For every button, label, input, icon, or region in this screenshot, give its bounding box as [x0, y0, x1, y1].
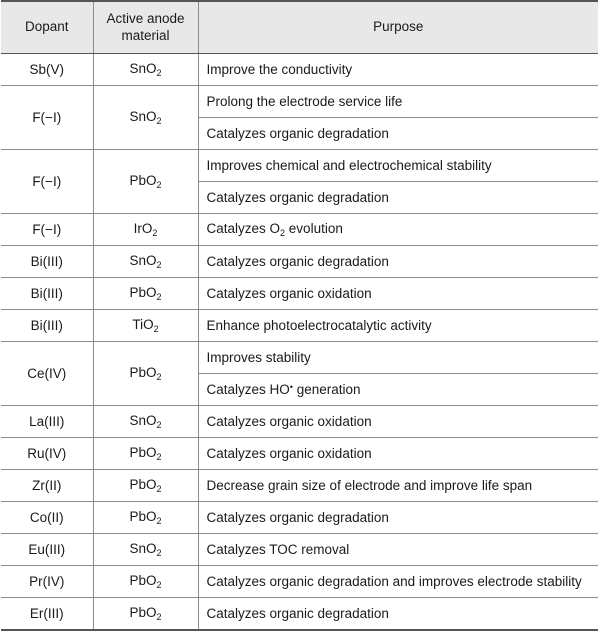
- dopant-cell: Er(III): [1, 598, 93, 631]
- purpose-cell: Improves stability: [198, 342, 598, 374]
- material-formula: SnO: [129, 109, 157, 124]
- header-active-anode-material: [93, 1, 198, 54]
- header-material-line2: material: [121, 27, 170, 43]
- table-row: [1, 438, 598, 470]
- dopant-cell: La(III): [1, 406, 93, 438]
- material-formula: IrO: [133, 221, 153, 236]
- purpose-cell: Catalyzes organic degradation: [198, 246, 598, 278]
- material-formula: PbO: [129, 477, 157, 492]
- material-subscript: 2: [156, 548, 162, 558]
- material-formula: PbO: [129, 445, 157, 460]
- table-row: [1, 534, 598, 566]
- dopant-cell: Ru(IV): [1, 438, 93, 470]
- dopant-cell: Bi(III): [1, 278, 93, 310]
- purpose-cell: Catalyzes TOC removal: [198, 534, 598, 566]
- material-formula: TiO: [132, 317, 154, 332]
- purpose-cell: Catalyzes organic degradation: [198, 502, 598, 534]
- material-cell: [93, 86, 198, 150]
- purpose-text: Catalyzes HO: [206, 382, 290, 397]
- purpose-cell: [198, 214, 598, 246]
- material-formula: PbO: [129, 285, 157, 300]
- material-subscript: 2: [156, 180, 162, 190]
- header-material-line1: Active anode: [106, 10, 185, 26]
- material-formula: PbO: [129, 173, 157, 188]
- table-row: [1, 406, 598, 438]
- material-subscript: 2: [156, 420, 162, 430]
- material-cell: [93, 342, 198, 406]
- material-cell: [93, 534, 198, 566]
- material-cell: [93, 502, 198, 534]
- material-cell: [93, 54, 198, 86]
- material-formula: PbO: [129, 509, 157, 524]
- purpose-cell: [198, 374, 598, 406]
- purpose-text: Catalyzes O: [206, 221, 281, 236]
- purpose-superscript: •: [289, 382, 293, 392]
- material-cell: [93, 438, 198, 470]
- dopant-cell: F(−I): [1, 214, 93, 246]
- material-formula: SnO: [129, 61, 157, 76]
- material-subscript: 2: [156, 452, 162, 462]
- purpose-cell: Enhance photoelectrocatalytic activity: [198, 310, 598, 342]
- material-subscript: 2: [153, 324, 159, 334]
- dopant-cell: Co(II): [1, 502, 93, 534]
- dopant-cell: Eu(III): [1, 534, 93, 566]
- table-row: [1, 342, 598, 374]
- material-cell: [93, 214, 198, 246]
- material-subscript: 2: [156, 516, 162, 526]
- material-formula: SnO: [129, 413, 157, 428]
- purpose-cell: Catalyzes organic oxidation: [198, 438, 598, 470]
- table-row: [1, 150, 598, 182]
- header-row: [1, 1, 598, 54]
- material-subscript: 2: [156, 484, 162, 494]
- dopant-cell: F(−I): [1, 86, 93, 150]
- purpose-text-suffix: generation: [292, 382, 361, 397]
- purpose-cell: Decrease grain size of electrode and improve life span: [198, 470, 598, 502]
- material-formula: PbO: [129, 573, 157, 588]
- table-row: [1, 278, 598, 310]
- header-dopant: Dopant: [1, 1, 93, 54]
- purpose-cell: Catalyzes organic degradation and improves electrode stability: [198, 566, 598, 598]
- table-body: [1, 54, 598, 631]
- material-subscript: 2: [156, 260, 162, 270]
- material-subscript: 2: [156, 292, 162, 302]
- purpose-cell: Catalyzes organic oxidation: [198, 406, 598, 438]
- header-purpose: Purpose: [198, 1, 598, 54]
- material-subscript: 2: [156, 580, 162, 590]
- material-cell: [93, 470, 198, 502]
- material-subscript: 2: [156, 68, 162, 78]
- material-cell: [93, 246, 198, 278]
- material-subscript: 2: [156, 116, 162, 126]
- dopant-cell: Ce(IV): [1, 342, 93, 406]
- dopant-table: [1, 0, 598, 631]
- purpose-cell: Improves chemical and electrochemical stability: [198, 150, 598, 182]
- dopant-cell: Sb(V): [1, 54, 93, 86]
- table-header: [1, 1, 598, 54]
- purpose-cell: Improve the conductivity: [198, 54, 598, 86]
- dopant-cell: F(−I): [1, 150, 93, 214]
- material-cell: [93, 598, 198, 631]
- material-subscript: 2: [156, 612, 162, 622]
- purpose-subscript: 2: [280, 228, 286, 238]
- purpose-text-suffix: evolution: [285, 221, 343, 236]
- purpose-cell: Prolong the electrode service life: [198, 86, 598, 118]
- material-cell: [93, 150, 198, 214]
- table-row: [1, 54, 598, 86]
- dopant-cell: Pr(IV): [1, 566, 93, 598]
- material-cell: [93, 406, 198, 438]
- table-row: [1, 86, 598, 118]
- material-cell: [93, 278, 198, 310]
- material-formula: SnO: [129, 541, 157, 556]
- material-formula: SnO: [129, 253, 157, 268]
- table-row: [1, 470, 598, 502]
- purpose-cell: Catalyzes organic degradation: [198, 118, 598, 150]
- dopant-cell: Bi(III): [1, 310, 93, 342]
- table-row: [1, 214, 598, 246]
- table-row: [1, 566, 598, 598]
- material-cell: [93, 566, 198, 598]
- material-formula: PbO: [129, 605, 157, 620]
- purpose-cell: Catalyzes organic degradation: [198, 182, 598, 214]
- table-row: [1, 598, 598, 631]
- purpose-cell: Catalyzes organic degradation: [198, 598, 598, 631]
- table-row: [1, 246, 598, 278]
- dopant-cell: Bi(III): [1, 246, 93, 278]
- dopant-cell: Zr(II): [1, 470, 93, 502]
- material-formula: PbO: [129, 365, 157, 380]
- purpose-cell: Catalyzes organic oxidation: [198, 278, 598, 310]
- material-cell: [93, 310, 198, 342]
- table-row: [1, 502, 598, 534]
- material-subscript: 2: [156, 372, 162, 382]
- material-subscript: 2: [152, 228, 158, 238]
- table-row: [1, 310, 598, 342]
